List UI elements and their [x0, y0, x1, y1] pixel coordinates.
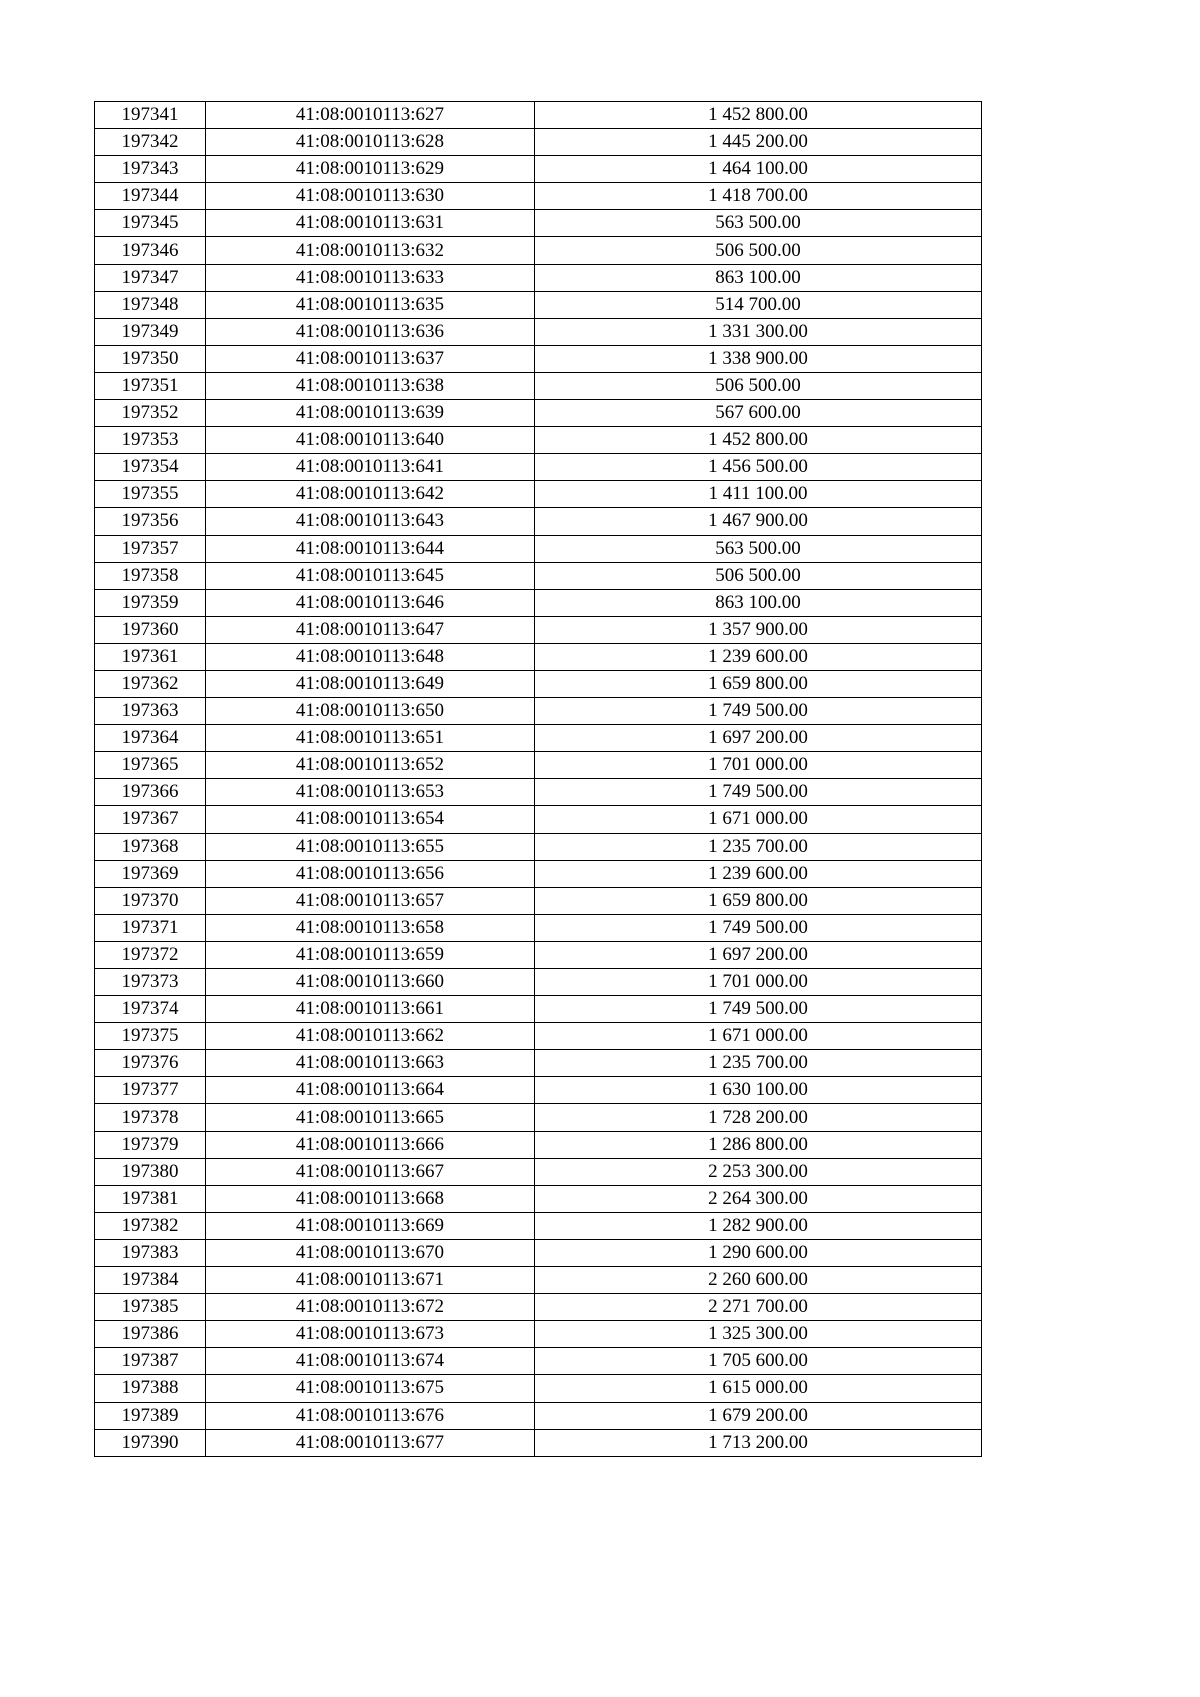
- cadastral-number-cell: 41:08:0010113:662: [206, 1023, 535, 1050]
- cadastral-number-cell: 41:08:0010113:645: [206, 562, 535, 589]
- value-cell: 1 411 100.00: [535, 481, 982, 508]
- row-number-cell: 197352: [95, 400, 206, 427]
- table-row: [95, 454, 982, 481]
- row-number-cell: 197381: [95, 1185, 206, 1212]
- value-cell: 1 239 600.00: [535, 643, 982, 670]
- row-number-cell: 197387: [95, 1348, 206, 1375]
- value-cell: 1 701 000.00: [535, 969, 982, 996]
- row-number-cell: 197364: [95, 725, 206, 752]
- table-row: [95, 481, 982, 508]
- cadastral-number-cell: 41:08:0010113:630: [206, 183, 535, 210]
- cadastral-number-cell: 41:08:0010113:629: [206, 156, 535, 183]
- data-table: [94, 101, 982, 1457]
- value-cell: 1 671 000.00: [535, 1023, 982, 1050]
- value-cell: 1 286 800.00: [535, 1131, 982, 1158]
- row-number-cell: 197383: [95, 1239, 206, 1266]
- value-cell: 1 456 500.00: [535, 454, 982, 481]
- table-row: [95, 372, 982, 399]
- value-cell: 1 290 600.00: [535, 1239, 982, 1266]
- table-row: [95, 887, 982, 914]
- row-number-cell: 197345: [95, 210, 206, 237]
- row-number-cell: 197373: [95, 969, 206, 996]
- value-cell: 1 235 700.00: [535, 1050, 982, 1077]
- table-row: [95, 860, 982, 887]
- table-row: [95, 833, 982, 860]
- cadastral-number-cell: 41:08:0010113:668: [206, 1185, 535, 1212]
- table-row: [95, 806, 982, 833]
- row-number-cell: 197376: [95, 1050, 206, 1077]
- value-cell: 1 357 900.00: [535, 616, 982, 643]
- row-number-cell: 197355: [95, 481, 206, 508]
- value-cell: 2 253 300.00: [535, 1158, 982, 1185]
- value-cell: 1 728 200.00: [535, 1104, 982, 1131]
- row-number-cell: 197351: [95, 372, 206, 399]
- cadastral-number-cell: 41:08:0010113:628: [206, 129, 535, 156]
- row-number-cell: 197348: [95, 291, 206, 318]
- table-row: [95, 1321, 982, 1348]
- value-cell: 1 749 500.00: [535, 914, 982, 941]
- cadastral-number-cell: 41:08:0010113:658: [206, 914, 535, 941]
- row-number-cell: 197365: [95, 752, 206, 779]
- cadastral-number-cell: 41:08:0010113:632: [206, 237, 535, 264]
- value-cell: 863 100.00: [535, 589, 982, 616]
- table-row: [95, 1131, 982, 1158]
- value-cell: 1 749 500.00: [535, 698, 982, 725]
- row-number-cell: 197353: [95, 427, 206, 454]
- cadastral-number-cell: 41:08:0010113:639: [206, 400, 535, 427]
- cadastral-number-cell: 41:08:0010113:656: [206, 860, 535, 887]
- row-number-cell: 197368: [95, 833, 206, 860]
- cadastral-number-cell: 41:08:0010113:672: [206, 1294, 535, 1321]
- value-cell: 2 271 700.00: [535, 1294, 982, 1321]
- table-row: [95, 562, 982, 589]
- row-number-cell: 197349: [95, 318, 206, 345]
- row-number-cell: 197346: [95, 237, 206, 264]
- cadastral-number-cell: 41:08:0010113:661: [206, 996, 535, 1023]
- cadastral-number-cell: 41:08:0010113:664: [206, 1077, 535, 1104]
- table-row: [95, 1023, 982, 1050]
- table-row: [95, 156, 982, 183]
- cadastral-number-cell: 41:08:0010113:673: [206, 1321, 535, 1348]
- value-cell: 563 500.00: [535, 210, 982, 237]
- row-number-cell: 197361: [95, 643, 206, 670]
- value-cell: 1 467 900.00: [535, 508, 982, 535]
- value-cell: 1 338 900.00: [535, 345, 982, 372]
- row-number-cell: 197385: [95, 1294, 206, 1321]
- cadastral-number-cell: 41:08:0010113:670: [206, 1239, 535, 1266]
- cadastral-number-cell: 41:08:0010113:648: [206, 643, 535, 670]
- row-number-cell: 197374: [95, 996, 206, 1023]
- table-row: [95, 589, 982, 616]
- value-cell: 1 659 800.00: [535, 670, 982, 697]
- cadastral-number-cell: 41:08:0010113:676: [206, 1402, 535, 1429]
- row-number-cell: 197378: [95, 1104, 206, 1131]
- row-number-cell: 197350: [95, 345, 206, 372]
- table-row: [95, 996, 982, 1023]
- value-cell: 1 697 200.00: [535, 725, 982, 752]
- value-cell: 563 500.00: [535, 535, 982, 562]
- cadastral-number-cell: 41:08:0010113:652: [206, 752, 535, 779]
- table-row: [95, 1185, 982, 1212]
- row-number-cell: 197354: [95, 454, 206, 481]
- table-row: [95, 264, 982, 291]
- row-number-cell: 197359: [95, 589, 206, 616]
- cadastral-number-cell: 41:08:0010113:650: [206, 698, 535, 725]
- table-row: [95, 914, 982, 941]
- cadastral-number-cell: 41:08:0010113:665: [206, 1104, 535, 1131]
- value-cell: 506 500.00: [535, 372, 982, 399]
- table-row: [95, 1050, 982, 1077]
- value-cell: 1 705 600.00: [535, 1348, 982, 1375]
- value-cell: 1 701 000.00: [535, 752, 982, 779]
- value-cell: 506 500.00: [535, 237, 982, 264]
- value-cell: 567 600.00: [535, 400, 982, 427]
- row-number-cell: 197366: [95, 779, 206, 806]
- value-cell: 1 239 600.00: [535, 860, 982, 887]
- table-row: [95, 969, 982, 996]
- value-cell: 1 713 200.00: [535, 1429, 982, 1456]
- value-cell: 1 464 100.00: [535, 156, 982, 183]
- table-row: [95, 670, 982, 697]
- value-cell: 1 452 800.00: [535, 427, 982, 454]
- cadastral-number-cell: 41:08:0010113:644: [206, 535, 535, 562]
- row-number-cell: 197347: [95, 264, 206, 291]
- cadastral-number-cell: 41:08:0010113:674: [206, 1348, 535, 1375]
- row-number-cell: 197357: [95, 535, 206, 562]
- table-row: [95, 752, 982, 779]
- table-row: [95, 400, 982, 427]
- table-row: [95, 616, 982, 643]
- table-row: [95, 1239, 982, 1266]
- table-row: [95, 1375, 982, 1402]
- cadastral-number-cell: 41:08:0010113:675: [206, 1375, 535, 1402]
- value-cell: 1 452 800.00: [535, 102, 982, 129]
- cadastral-number-cell: 41:08:0010113:631: [206, 210, 535, 237]
- value-cell: 1 659 800.00: [535, 887, 982, 914]
- row-number-cell: 197362: [95, 670, 206, 697]
- table-body: [95, 102, 982, 1457]
- cadastral-number-cell: 41:08:0010113:642: [206, 481, 535, 508]
- cadastral-number-cell: 41:08:0010113:671: [206, 1267, 535, 1294]
- row-number-cell: 197384: [95, 1267, 206, 1294]
- cadastral-number-cell: 41:08:0010113:643: [206, 508, 535, 535]
- table-row: [95, 1077, 982, 1104]
- table-row: [95, 535, 982, 562]
- cadastral-number-cell: 41:08:0010113:654: [206, 806, 535, 833]
- table-row: [95, 725, 982, 752]
- cadastral-number-cell: 41:08:0010113:660: [206, 969, 535, 996]
- row-number-cell: 197389: [95, 1402, 206, 1429]
- table-row: [95, 291, 982, 318]
- table-row: [95, 1158, 982, 1185]
- value-cell: 1 331 300.00: [535, 318, 982, 345]
- value-cell: 2 264 300.00: [535, 1185, 982, 1212]
- cadastral-number-cell: 41:08:0010113:635: [206, 291, 535, 318]
- table-row: [95, 345, 982, 372]
- cadastral-number-cell: 41:08:0010113:663: [206, 1050, 535, 1077]
- value-cell: 2 260 600.00: [535, 1267, 982, 1294]
- table-row: [95, 1267, 982, 1294]
- value-cell: 1 445 200.00: [535, 129, 982, 156]
- table-row: [95, 318, 982, 345]
- row-number-cell: 197375: [95, 1023, 206, 1050]
- row-number-cell: 197360: [95, 616, 206, 643]
- value-cell: 514 700.00: [535, 291, 982, 318]
- row-number-cell: 197371: [95, 914, 206, 941]
- table-row: [95, 129, 982, 156]
- value-cell: 1 749 500.00: [535, 779, 982, 806]
- table-row: [95, 1348, 982, 1375]
- value-cell: 1 697 200.00: [535, 941, 982, 968]
- cadastral-number-cell: 41:08:0010113:637: [206, 345, 535, 372]
- value-cell: 1 325 300.00: [535, 1321, 982, 1348]
- cadastral-number-cell: 41:08:0010113:636: [206, 318, 535, 345]
- cadastral-number-cell: 41:08:0010113:657: [206, 887, 535, 914]
- cadastral-number-cell: 41:08:0010113:653: [206, 779, 535, 806]
- row-number-cell: 197369: [95, 860, 206, 887]
- row-number-cell: 197379: [95, 1131, 206, 1158]
- value-cell: 1 418 700.00: [535, 183, 982, 210]
- row-number-cell: 197372: [95, 941, 206, 968]
- cadastral-number-cell: 41:08:0010113:633: [206, 264, 535, 291]
- table-row: [95, 210, 982, 237]
- cadastral-number-cell: 41:08:0010113:638: [206, 372, 535, 399]
- cadastral-number-cell: 41:08:0010113:646: [206, 589, 535, 616]
- cadastral-number-cell: 41:08:0010113:667: [206, 1158, 535, 1185]
- row-number-cell: 197367: [95, 806, 206, 833]
- value-cell: 1 630 100.00: [535, 1077, 982, 1104]
- cadastral-number-cell: 41:08:0010113:666: [206, 1131, 535, 1158]
- value-cell: 1 282 900.00: [535, 1212, 982, 1239]
- table-row: [95, 1104, 982, 1131]
- table-row: [95, 1294, 982, 1321]
- cadastral-number-cell: 41:08:0010113:677: [206, 1429, 535, 1456]
- table-row: [95, 183, 982, 210]
- cadastral-number-cell: 41:08:0010113:640: [206, 427, 535, 454]
- table-row: [95, 1429, 982, 1456]
- cadastral-number-cell: 41:08:0010113:651: [206, 725, 535, 752]
- row-number-cell: 197343: [95, 156, 206, 183]
- table-row: [95, 941, 982, 968]
- row-number-cell: 197386: [95, 1321, 206, 1348]
- row-number-cell: 197358: [95, 562, 206, 589]
- value-cell: 1 679 200.00: [535, 1402, 982, 1429]
- cadastral-number-cell: 41:08:0010113:655: [206, 833, 535, 860]
- value-cell: 863 100.00: [535, 264, 982, 291]
- table-row: [95, 643, 982, 670]
- row-number-cell: 197356: [95, 508, 206, 535]
- cadastral-number-cell: 41:08:0010113:659: [206, 941, 535, 968]
- table-row: [95, 1212, 982, 1239]
- row-number-cell: 197380: [95, 1158, 206, 1185]
- table-row: [95, 427, 982, 454]
- cadastral-number-cell: 41:08:0010113:641: [206, 454, 535, 481]
- value-cell: 506 500.00: [535, 562, 982, 589]
- value-cell: 1 671 000.00: [535, 806, 982, 833]
- table-row: [95, 698, 982, 725]
- row-number-cell: 197341: [95, 102, 206, 129]
- table-row: [95, 779, 982, 806]
- cadastral-number-cell: 41:08:0010113:647: [206, 616, 535, 643]
- value-cell: 1 749 500.00: [535, 996, 982, 1023]
- row-number-cell: 197363: [95, 698, 206, 725]
- cadastral-number-cell: 41:08:0010113:627: [206, 102, 535, 129]
- table-row: [95, 508, 982, 535]
- value-cell: 1 235 700.00: [535, 833, 982, 860]
- cadastral-number-cell: 41:08:0010113:669: [206, 1212, 535, 1239]
- row-number-cell: 197382: [95, 1212, 206, 1239]
- value-cell: 1 615 000.00: [535, 1375, 982, 1402]
- row-number-cell: 197344: [95, 183, 206, 210]
- row-number-cell: 197390: [95, 1429, 206, 1456]
- row-number-cell: 197377: [95, 1077, 206, 1104]
- table-row: [95, 1402, 982, 1429]
- table-row: [95, 237, 982, 264]
- row-number-cell: 197342: [95, 129, 206, 156]
- table-row: [95, 102, 982, 129]
- row-number-cell: 197370: [95, 887, 206, 914]
- row-number-cell: 197388: [95, 1375, 206, 1402]
- cadastral-number-cell: 41:08:0010113:649: [206, 670, 535, 697]
